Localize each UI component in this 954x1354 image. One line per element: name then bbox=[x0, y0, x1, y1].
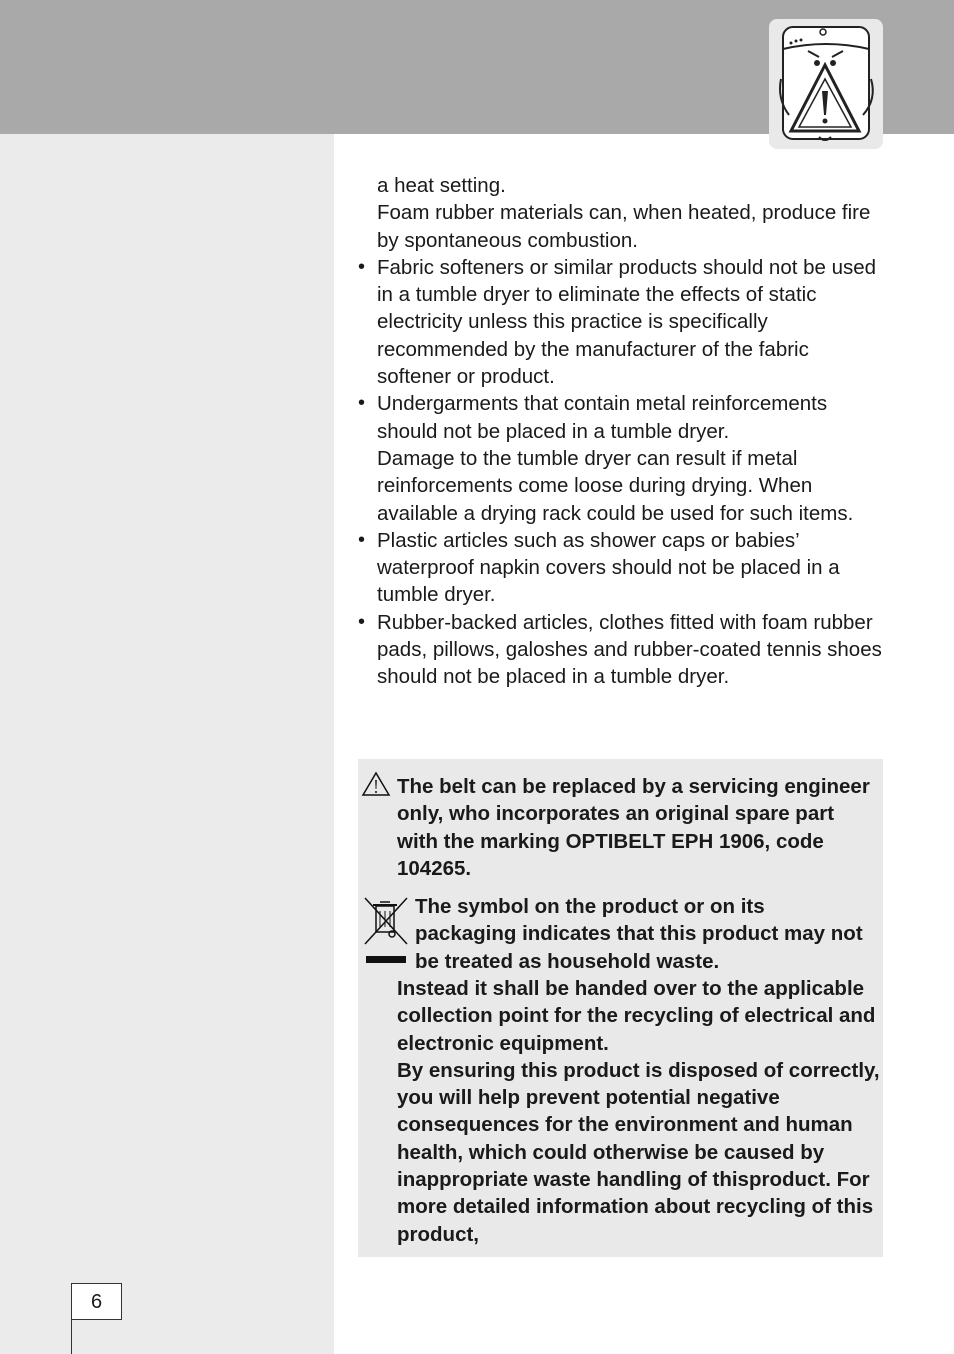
bullet-symbol: • bbox=[358, 392, 366, 415]
list-item bbox=[358, 527, 883, 609]
bullet-symbol: • bbox=[358, 255, 366, 278]
weee-body bbox=[397, 975, 881, 1248]
warning-triangle-icon bbox=[361, 771, 391, 797]
page-number: 6 bbox=[71, 1283, 122, 1320]
list-item-text: Undergarments that contain metal reinforcements should not be placed in a tumble dryer. bbox=[377, 392, 828, 443]
crossed-out-wheelie-bin-icon bbox=[362, 896, 410, 946]
continuation-line: a heat setting. bbox=[377, 174, 506, 197]
weee-bar bbox=[366, 956, 406, 963]
notice-box bbox=[358, 759, 883, 1257]
safety-instructions bbox=[358, 172, 883, 691]
left-margin-panel bbox=[0, 134, 334, 1354]
list-item bbox=[358, 609, 883, 691]
continuation-paragraph: Foam rubber materials can, when heated, produce fire by spontaneous combustion. bbox=[377, 201, 871, 252]
warning-mascot-icon bbox=[769, 19, 883, 149]
belt-warning-text: The belt can be replaced by a servicing engineer only, who incorporates an original spare part with the marking OPTIBELT EPH 1906, code 104265. bbox=[397, 775, 870, 880]
page-number-divider bbox=[71, 1320, 72, 1354]
weee-text-2: By ensuring this product is disposed of correctly, you will help prevent potential negative consequences for the environment and human health, which could otherwise be caused by inappropriate waste handling of thisproduct. For more detailed information about recycling of this product, bbox=[397, 1058, 880, 1246]
weee-lead-text: The symbol on the product or on its packaging indicates that this product may not be treated as household waste. bbox=[415, 895, 863, 973]
list-item bbox=[358, 390, 883, 526]
list-item-extra-text: Damage to the tumble dryer can result if metal reinforcements come loose during drying. When available a drying rack could be used for such items. bbox=[377, 446, 854, 525]
list-item-text: Fabric softeners or similar products should not be used in a tumble dryer to eliminate the effects of static electricity unless this practice is specifically recommended by the manufacturer of the fabric softener or product. bbox=[377, 255, 877, 389]
bullet-symbol: • bbox=[358, 528, 366, 551]
weee-text: Instead it shall be handed over to the applicable collection point for the recycling of electrical and electronic equipment. bbox=[397, 977, 876, 1055]
list-item-text: Plastic articles such as shower caps or babies’ waterproof napkin covers should not be placed in a tumble dryer. bbox=[377, 528, 840, 607]
bullet-symbol: • bbox=[358, 610, 366, 633]
list-item-text: Rubber-backed articles, clothes fitted with foam rubber pads, pillows, galoshes and rubber-coated tennis shoes should not be placed in a tumble dryer. bbox=[377, 610, 882, 689]
list-item bbox=[358, 254, 883, 390]
